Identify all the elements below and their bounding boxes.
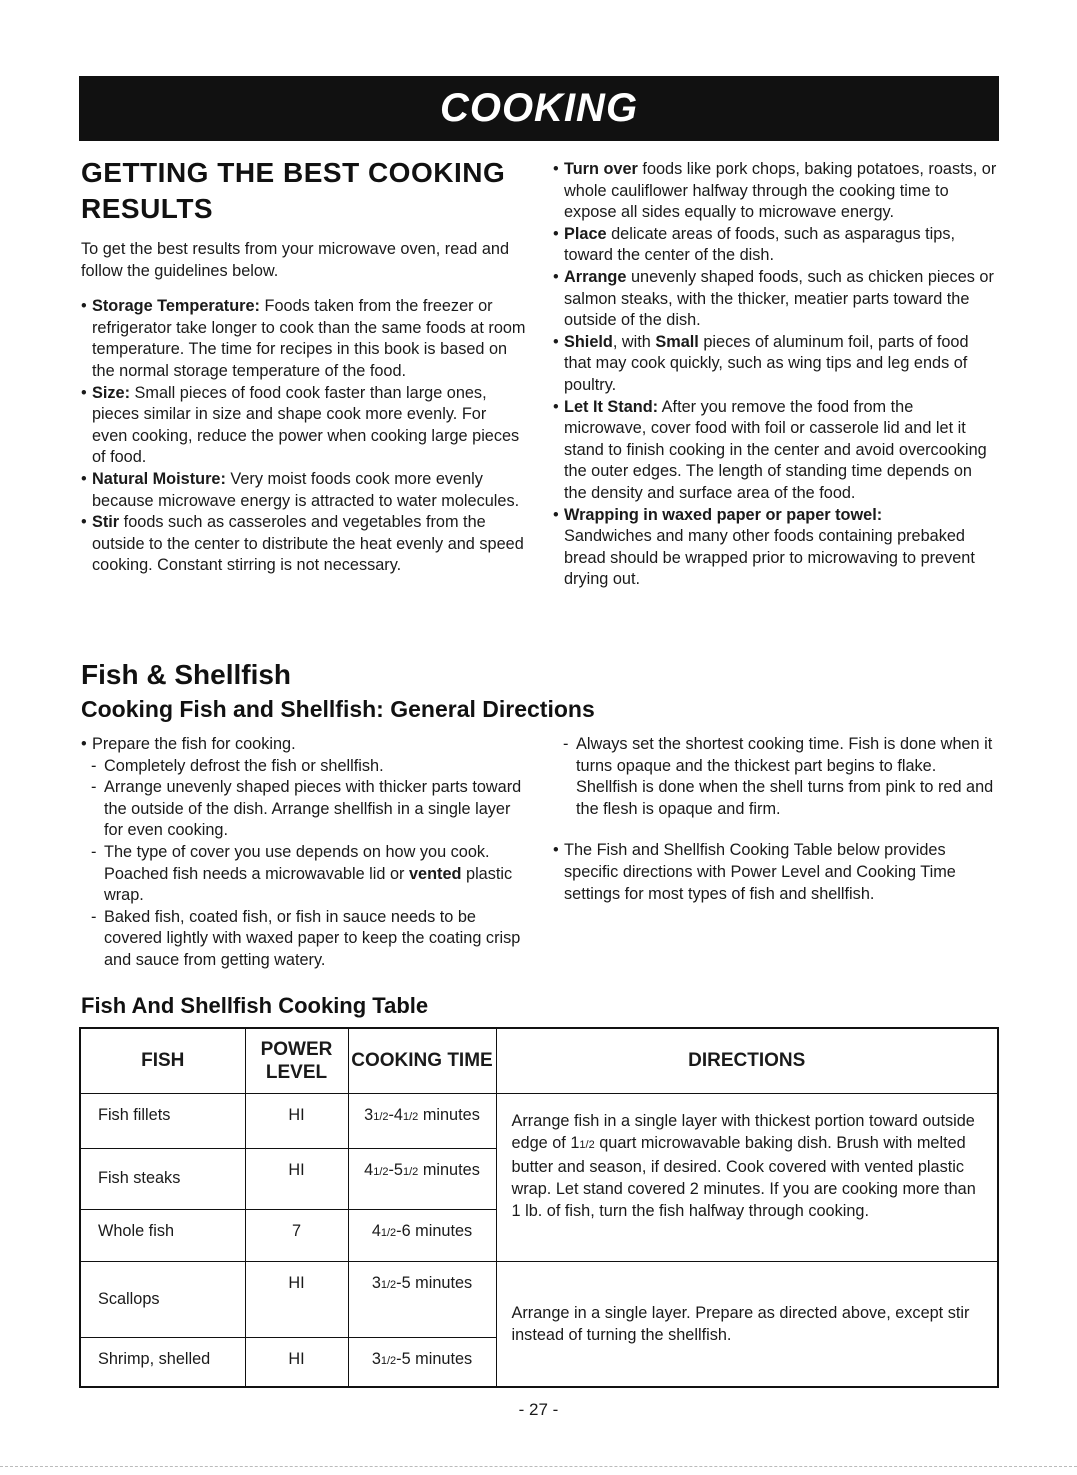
page-number: - 27 -	[518, 1400, 559, 1419]
cooking-table-title: Fish And Shellfish Cooking Table	[81, 993, 429, 1018]
tip-turn-over: • Turn over foods like pork chops, baking potatoes, roasts, or whole cauliflower halfway through the cooking time to expose all sides equally to microwave energy.	[553, 159, 998, 224]
prep-step-baked: - Baked fish, coated fish, or fish in sauce needs to be covered lightly with waxed paper to keep the coating crisp and sauce from getting watery.	[81, 907, 531, 972]
best-results-left-column	[81, 155, 526, 577]
tip-stir: • Stir foods such as casseroles and vegetables from the outside to the center to distribute the heat evenly and speed cooking. Constant stirring is not necessary.	[81, 512, 526, 577]
fish-directions-left	[81, 734, 531, 972]
prep-step-time: - Always set the shortest cooking time. Fish is done when it turns opaque and the thickest part begins to flake. Shellfish is done when the shell turns from pink to red and the flesh is opaque and firm.	[553, 734, 998, 820]
tip-let-it-stand: • Let It Stand: After you remove the food from the microwave, cover food with foil or casserole lid and let it stand to finish cooking in the center and avoid overcooking the outer edges. The length of standing time depends on the density and surface area of the food.	[553, 397, 998, 505]
directions-shellfish: Arrange in a single layer. Prepare as directed above, except stir instead of turning the shellfish.	[496, 1261, 998, 1387]
page-bottom-edge	[0, 1466, 1077, 1467]
section-banner	[79, 76, 999, 141]
header-directions: DIRECTIONS	[496, 1028, 998, 1093]
best-results-title: GETTING THE BEST COOKING RESULTS	[81, 157, 506, 224]
tip-storage-temperature: • Storage Temperature: Foods taken from the freezer or refrigerator take longer to cook than the same foods at room temperature. The time for recipes in this book is based on the normal storage temperature of the food.	[81, 296, 526, 382]
header-cooking-time: COOKING TIME	[348, 1028, 496, 1093]
directions-fish: Arrange fish in a single layer with thickest portion toward outside edge of 11/2 quart microwavable baking dish. Brush with melted butter and season, if desired. Cook covered with vented plastic wrap. Let stand covered 2 minutes. If you are cooking more than 1 lb. of fish, turn the fish halfway through cooking.	[496, 1093, 998, 1261]
best-results-intro: To get the best results from your microwave oven, read and follow the guidelines below.	[81, 240, 510, 280]
best-results-right-column	[553, 159, 998, 591]
tip-shield: • Shield, with Small pieces of aluminum foil, parts of food that may cook quickly, such as wing tips and leg ends of poultry.	[553, 332, 998, 397]
fish-directions-right	[553, 734, 998, 905]
table-row: Scallops HI 31/2-5 minutes Arrange in a single layer. Prepare as directed above, except stir instead of turning the shellfish.	[80, 1261, 998, 1337]
tip-size: • Size: Small pieces of food cook faster than large ones, pieces similar in size and shape cook more evenly. For even cooking, reduce the power when cooking large pieces of food.	[81, 383, 526, 469]
fish-section-title: Fish & Shellfish	[81, 659, 292, 690]
right-tips-list	[553, 159, 998, 591]
left-tips-list	[81, 296, 526, 577]
table-row: Shrimp, shelled HI 31/2-5 minutes	[80, 1337, 998, 1387]
tip-arrange: • Arrange unevenly shaped foods, such as chicken pieces or salmon steaks, with the thicker, meatier parts toward the outside of the dish.	[553, 267, 998, 332]
tip-place: • Place delicate areas of foods, such as asparagus tips, toward the center of the dish.	[553, 224, 998, 267]
prep-step-arrange: - Arrange unevenly shaped pieces with thicker parts toward the outside of the dish. Arrange shellfish in a single layer for even cooking.	[81, 777, 531, 842]
prepare-fish-item: • Prepare the fish for cooking.	[81, 734, 531, 756]
table-row: Fish fillets HI 31/2-41/2 minutes Arrange fish in a single layer with thickest portion toward outside edge of 11/2 quart microwavable baking dish. Brush with melted butter and season, if desired. Cook covered with vented plastic wrap. Let stand covered 2 minutes. If you are cooking more than 1 lb. of fish, turn the fish halfway through cooking.	[80, 1093, 998, 1148]
table-row: Fish steaks HI 41/2-51/2 minutes	[80, 1148, 998, 1209]
prep-step-cover: - The type of cover you use depends on how you cook. Poached fish needs a microwavable lid or vented plastic wrap.	[81, 842, 531, 907]
prep-step-defrost: - Completely defrost the fish or shellfish.	[81, 756, 531, 778]
header-fish: FISH	[80, 1028, 245, 1093]
tip-natural-moisture: • Natural Moisture: Very moist foods cook more evenly because microwave energy is attracted to water molecules.	[81, 469, 526, 512]
fish-cooking-table	[79, 1027, 999, 1388]
banner-title: COOKING	[439, 86, 639, 130]
prep-steps-list	[81, 756, 531, 972]
table-header-row	[80, 1028, 998, 1093]
table-note: • The Fish and Shellfish Cooking Table below provides specific directions with Power Level and Cooking Time settings for most types of fish and shellfish.	[553, 840, 998, 905]
table-row: Whole fish 7 41/2-6 minutes	[80, 1209, 998, 1261]
fish-general-directions-title: Cooking Fish and Shellfish: General Directions	[81, 696, 595, 722]
header-power-level: POWER LEVEL	[245, 1028, 348, 1093]
tip-wrapping: • Wrapping in waxed paper or paper towel: Sandwiches and many other foods containing prebaked bread should be wrapped prior to microwaving to prevent drying out.	[553, 505, 998, 591]
